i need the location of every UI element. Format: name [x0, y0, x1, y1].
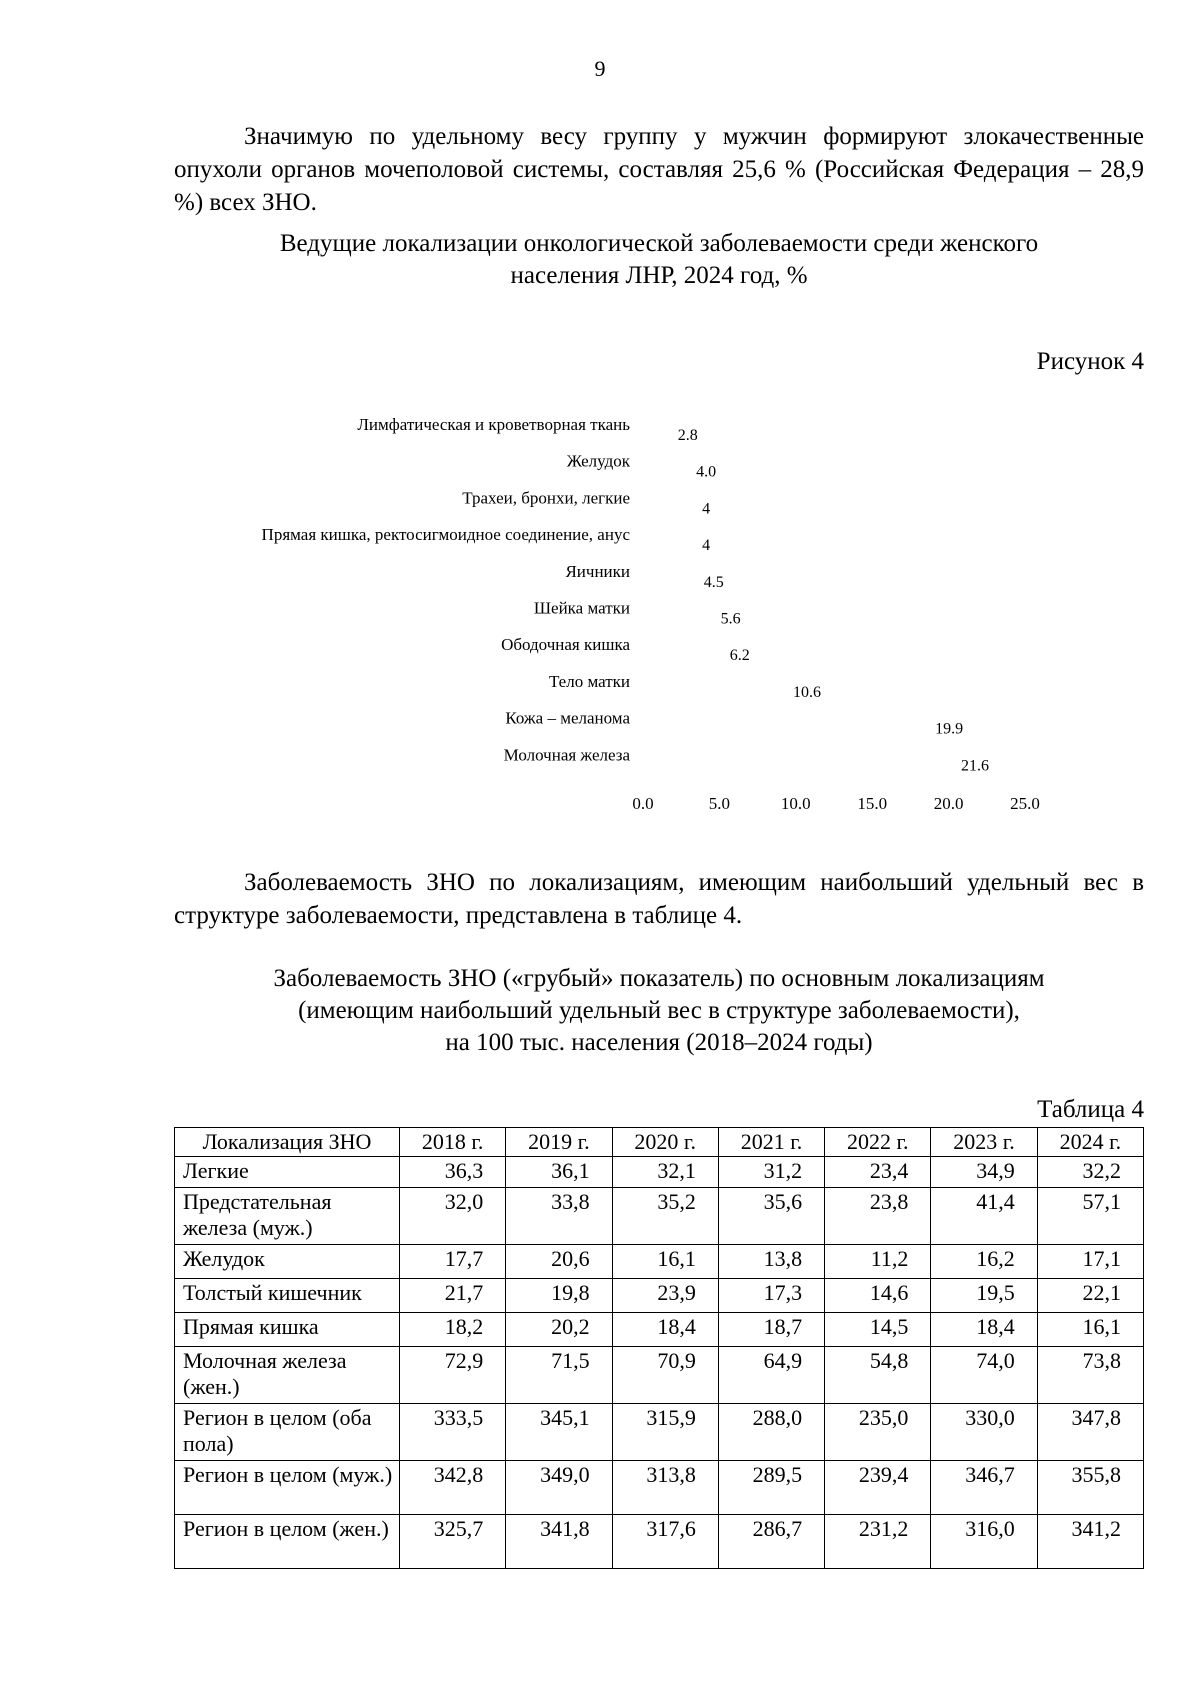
- row-label-cell: Регион в целом (муж.): [175, 1461, 400, 1515]
- value-cell: 57,1: [1037, 1188, 1143, 1245]
- value-cell: 316,0: [931, 1515, 1037, 1569]
- category-label: Трахеи, бронхи, легкие: [462, 488, 630, 508]
- category-label: Шейка матки: [533, 598, 630, 618]
- value-cell: 239,4: [825, 1461, 931, 1515]
- value-cell: 349,0: [506, 1461, 612, 1515]
- figure-caption: [174, 228, 1144, 292]
- table-caption-line-3: на 100 тыс. населения (2018–2024 годы): [445, 1029, 873, 1056]
- row-label-cell: Регион в целом (оба пола): [175, 1404, 400, 1461]
- bar: [643, 497, 704, 515]
- value-label: 4: [702, 500, 711, 518]
- value-cell: 18,2: [400, 1313, 506, 1347]
- value-label: 10.6: [792, 683, 821, 701]
- value-cell: 17,3: [718, 1279, 824, 1313]
- value-cell: 70,9: [612, 1347, 718, 1404]
- value-cell: 20,6: [506, 1245, 612, 1279]
- value-cell: 342,8: [400, 1461, 506, 1515]
- header-cell: Локализация ЗНО: [175, 1128, 400, 1157]
- bar: [643, 754, 973, 772]
- table-row: [175, 1279, 1144, 1313]
- header-cell: 2021 г.: [718, 1128, 824, 1157]
- value-cell: 231,2: [825, 1515, 931, 1569]
- table-row: [175, 1404, 1144, 1461]
- value-cell: 325,7: [400, 1515, 506, 1569]
- value-label: 4.0: [696, 463, 717, 481]
- page-number: 9: [594, 56, 606, 81]
- value-cell: 19,5: [931, 1279, 1037, 1313]
- header-cell: 2022 г.: [825, 1128, 931, 1157]
- value-cell: 36,1: [506, 1157, 612, 1188]
- table-row: [175, 1245, 1144, 1279]
- bar: [643, 718, 947, 736]
- header-cell: 2024 г.: [1037, 1128, 1143, 1157]
- value-cell: 315,9: [612, 1404, 718, 1461]
- value-cell: 31,2: [718, 1157, 824, 1188]
- category-label: Кожа – меланома: [505, 708, 630, 728]
- value-label: 21.6: [961, 757, 990, 775]
- value-cell: 286,7: [718, 1515, 824, 1569]
- header-cell: 2019 г.: [506, 1128, 612, 1157]
- value-cell: 32,1: [612, 1157, 718, 1188]
- table-caption-line-2: (имеющим наибольший удельный вес в структуре заболеваемости),: [298, 997, 1020, 1024]
- value-label: 19.9: [935, 720, 964, 738]
- value-cell: 345,1: [506, 1404, 612, 1461]
- value-cell: 33,8: [506, 1188, 612, 1245]
- value-cell: 23,9: [612, 1279, 718, 1313]
- x-tick-label: 0.0: [632, 794, 654, 813]
- table-label: Таблица 4: [1037, 1096, 1144, 1123]
- value-cell: 346,7: [931, 1461, 1037, 1515]
- value-label: 6.2: [729, 647, 750, 665]
- table-row: [175, 1347, 1144, 1404]
- value-cell: 18,4: [612, 1313, 718, 1347]
- value-cell: 71,5: [506, 1347, 612, 1404]
- row-label-cell: Предстательная железа (муж.): [175, 1188, 400, 1245]
- row-label-cell: Молочная железа (жен.): [175, 1347, 400, 1404]
- value-cell: 54,8: [825, 1347, 931, 1404]
- value-cell: 341,2: [1037, 1515, 1143, 1569]
- value-cell: 21,7: [400, 1279, 506, 1313]
- value-cell: 17,7: [400, 1245, 506, 1279]
- value-cell: 41,4: [931, 1188, 1037, 1245]
- bar-chart: [150, 410, 1140, 830]
- value-cell: 73,8: [1037, 1347, 1143, 1404]
- value-cell: 13,8: [718, 1245, 824, 1279]
- value-label: 5.6: [720, 610, 741, 628]
- value-cell: 72,9: [400, 1347, 506, 1404]
- value-label: 4.5: [703, 573, 724, 591]
- value-cell: 333,5: [400, 1404, 506, 1461]
- value-cell: 288,0: [718, 1404, 824, 1461]
- row-label-cell: Толстый кишечник: [175, 1279, 400, 1313]
- row-label-cell: Прямая кишка: [175, 1313, 400, 1347]
- table-intro-paragraph: Заболеваемость ЗНО по локализациям, имеющим наибольший удельный вес в структуре заболеваемости, представлена в таблице 4.: [174, 869, 1144, 929]
- value-cell: 32,0: [400, 1188, 506, 1245]
- category-label: Прямая кишка, ректосигмоидное соединение, анус: [261, 525, 630, 545]
- value-cell: 20,2: [506, 1313, 612, 1347]
- table-row: [175, 1515, 1144, 1569]
- value-cell: 16,2: [931, 1245, 1037, 1279]
- value-cell: 330,0: [931, 1404, 1037, 1461]
- value-cell: 14,5: [825, 1313, 931, 1347]
- table-header-row: [175, 1128, 1144, 1157]
- x-tick-label: 20.0: [933, 794, 964, 813]
- header-cell: 2018 г.: [400, 1128, 506, 1157]
- figure-label: Рисунок 4: [1036, 348, 1144, 375]
- value-cell: 35,6: [718, 1188, 824, 1245]
- x-tick-label: 10.0: [780, 794, 811, 813]
- header-cell: 2023 г.: [931, 1128, 1037, 1157]
- value-cell: 35,2: [612, 1188, 718, 1245]
- row-label-cell: Легкие: [175, 1157, 400, 1188]
- value-cell: 34,9: [931, 1157, 1037, 1188]
- x-tick-label: 25.0: [1010, 794, 1040, 813]
- category-label: Лимфатическая и кроветворная ткань: [357, 415, 630, 434]
- row-label-cell: Желудок: [175, 1245, 400, 1279]
- figure-caption-line-2: населения ЛНР, 2024 год, %: [510, 262, 808, 289]
- value-cell: 23,8: [825, 1188, 931, 1245]
- table-caption: [174, 963, 1144, 1059]
- table-row: [175, 1461, 1144, 1515]
- category-label: Яичники: [565, 561, 630, 581]
- value-label: 2.8: [677, 427, 698, 444]
- table-row: [175, 1313, 1144, 1347]
- bar: [643, 534, 704, 552]
- table-row: [175, 1188, 1144, 1245]
- row-label-cell: Регион в целом (жен.): [175, 1515, 400, 1569]
- value-cell: 18,7: [718, 1313, 824, 1347]
- category-label: Тело матки: [548, 671, 630, 691]
- value-cell: 289,5: [718, 1461, 824, 1515]
- value-label: 4: [702, 537, 711, 555]
- table-caption-line-1: Заболеваемость ЗНО («грубый» показатель) по основным локализациям: [273, 965, 1045, 992]
- header-cell: 2020 г.: [612, 1128, 718, 1157]
- value-cell: 74,0: [931, 1347, 1037, 1404]
- value-cell: 19,8: [506, 1279, 612, 1313]
- value-cell: 347,8: [1037, 1404, 1143, 1461]
- value-cell: 22,1: [1037, 1279, 1143, 1313]
- value-cell: 235,0: [825, 1404, 931, 1461]
- bar: [643, 461, 704, 479]
- value-cell: 32,2: [1037, 1157, 1143, 1188]
- value-cell: 23,4: [825, 1157, 931, 1188]
- x-tick-label: 15.0: [857, 794, 888, 813]
- value-cell: 11,2: [825, 1245, 931, 1279]
- value-cell: 317,6: [612, 1515, 718, 1569]
- value-cell: 313,8: [612, 1461, 718, 1515]
- value-cell: 36,3: [400, 1157, 506, 1188]
- value-cell: 16,1: [1037, 1313, 1143, 1347]
- bar: [643, 644, 738, 662]
- intro-paragraph: Значимую по удельному весу группу у мужчин формируют злокачественные опухоли органов мочеполовой системы, составляя 25,6 % (Российская Федерация – 28,9 %) всех ЗНО.: [174, 123, 1144, 216]
- value-cell: 341,8: [506, 1515, 612, 1569]
- value-cell: 64,9: [718, 1347, 824, 1404]
- category-label: Молочная железа: [503, 745, 630, 765]
- category-label: Ободочная кишка: [501, 635, 630, 655]
- bar: [643, 571, 712, 589]
- figure-caption-line-1: Ведущие локализации онкологической заболеваемости среди женского: [279, 230, 1039, 257]
- bar-chart-svg: [150, 410, 1140, 830]
- table-row: [175, 1157, 1144, 1188]
- value-cell: 18,4: [931, 1313, 1037, 1347]
- value-cell: 16,1: [612, 1245, 718, 1279]
- bar: [643, 681, 805, 699]
- category-label: Желудок: [566, 451, 630, 471]
- value-cell: 17,1: [1037, 1245, 1143, 1279]
- x-tick-label: 5.0: [708, 794, 731, 813]
- value-cell: 355,8: [1037, 1461, 1143, 1515]
- incidence-table: [174, 1127, 1144, 1569]
- value-cell: 14,6: [825, 1279, 931, 1313]
- bar: [643, 608, 729, 626]
